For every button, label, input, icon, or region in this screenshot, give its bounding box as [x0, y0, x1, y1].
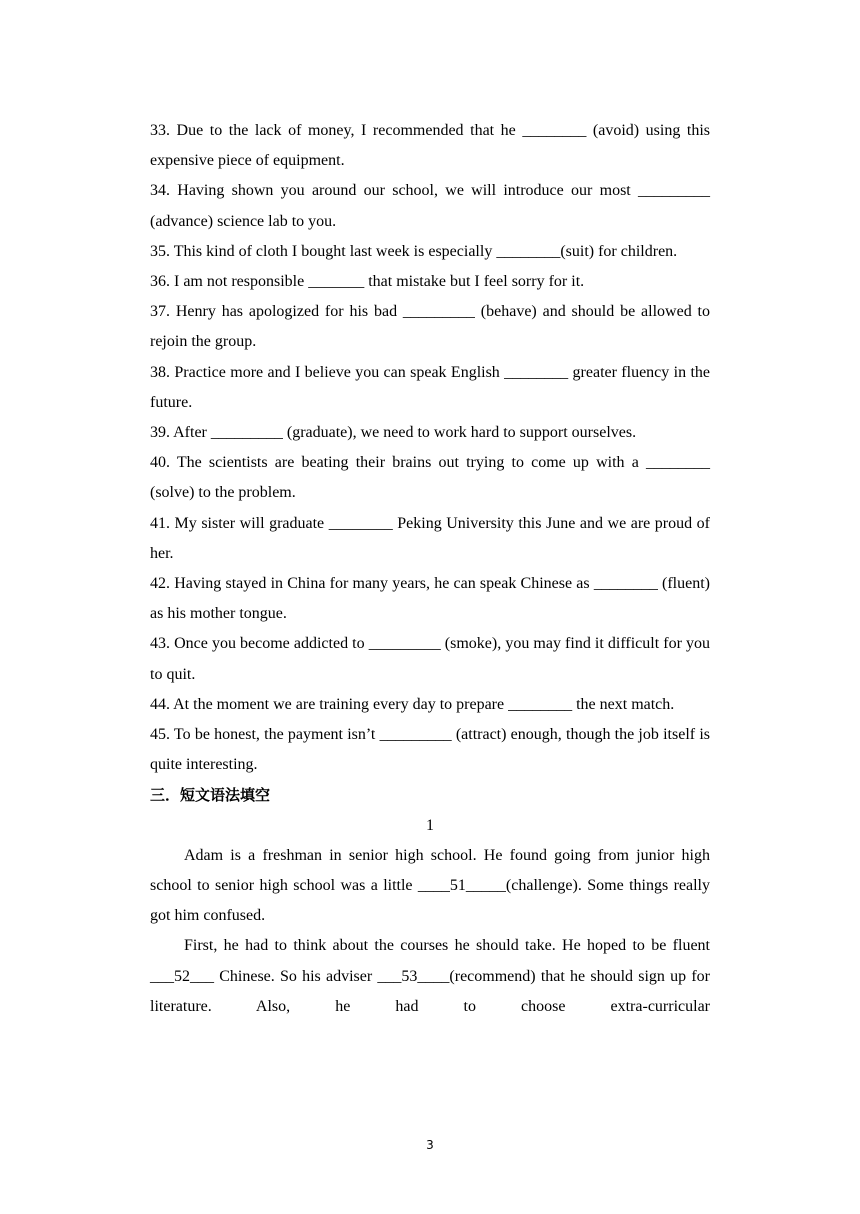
- question-36: 36. I am not responsible _______ that mistake but I feel sorry for it.: [150, 273, 585, 291]
- passage-number: 1: [426, 816, 434, 834]
- question-38: 38. Practice more and I believe you can speak English ________ greater fluency in the future.: [150, 363, 710, 411]
- question-40: 40. The scientists are beating their brains out trying to come up with a ________ (solve) to the problem.: [150, 454, 710, 502]
- document-body: [150, 116, 710, 1022]
- question-35: 35. This kind of cloth I bought last week is especially ________(suit) for children.: [150, 242, 678, 260]
- question-44: 44. At the moment we are training every day to prepare ________ the next match.: [150, 695, 675, 713]
- question-39: 39. After _________ (graduate), we need to work hard to support ourselves.: [150, 424, 637, 442]
- section-heading: 三．短文语法填空: [150, 786, 271, 805]
- question-45: 45. To be honest, the payment isn’t _________ (attract) enough, though the job itself is quite interesting.: [150, 726, 710, 774]
- question-37: 37. Henry has apologized for his bad _________ (behave) and should be allowed to rejoin the group.: [150, 303, 710, 351]
- passage-paragraph: Adam is a freshman in senior high school. He found going from junior high school to senior high school was a little ____51_____(challenge). Some things really got him confused.: [150, 846, 710, 925]
- passage-paragraph: First, he had to think about the courses he should take. He hoped to be fluent ___52___ Chinese. So his adviser ___53____(recommend) that he should sign up for literature. Also, he had to choose extra-curricular: [150, 937, 710, 1015]
- question-43: 43. Once you become addicted to _________ (smoke), you may find it difficult for you to quit.: [150, 635, 710, 683]
- page-number: 3: [426, 1138, 434, 1152]
- question-34: 34. Having shown you around our school, we will introduce our most _________ (advance) science lab to you.: [150, 182, 710, 230]
- question-41: 41. My sister will graduate ________ Peking University this June and we are proud of her.: [150, 514, 710, 562]
- question-33: 33. Due to the lack of money, I recommended that he ________ (avoid) using this expensive piece of equipment.: [150, 122, 710, 170]
- question-42: 42. Having stayed in China for many years, he can speak Chinese as ________ (fluent) as his mother tongue.: [150, 575, 710, 623]
